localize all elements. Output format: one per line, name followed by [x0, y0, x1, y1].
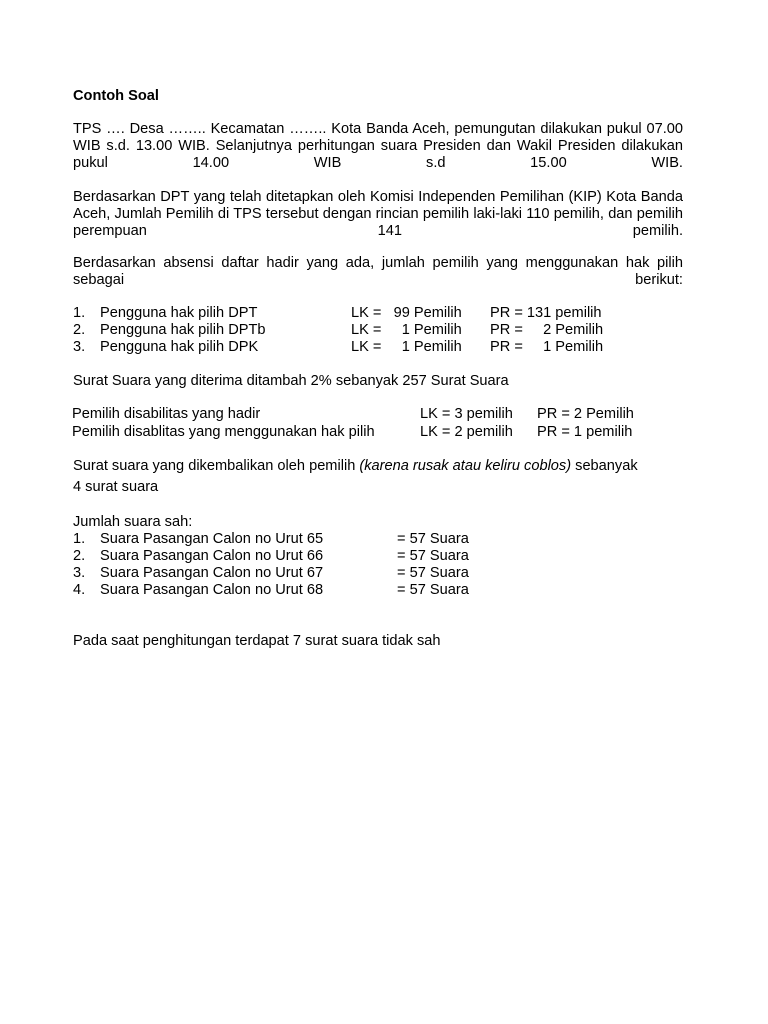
suara-sah-row: [73, 531, 683, 548]
disabilitas-row: [72, 424, 684, 441]
list-label: Pengguna hak pilih DPT: [100, 305, 258, 321]
list-number: 1.: [73, 531, 86, 547]
hak-pilih-row: [73, 305, 683, 322]
list-number: 4.: [73, 582, 86, 598]
list-number: 3.: [73, 339, 86, 355]
document-title: Contoh Soal: [73, 88, 159, 104]
pr-value: PR = 2 Pemilih: [490, 322, 604, 338]
suara-value: = 57 Suara: [397, 548, 469, 564]
suara-sah-row: [73, 582, 683, 599]
list-label: Suara Pasangan Calon no Urut 66: [100, 548, 324, 564]
disabilitas-row: [72, 406, 684, 423]
dikembalikan-line-2: [73, 479, 683, 496]
dikembalikan-italic-note: (karena rusak atau keliru coblos): [359, 458, 572, 474]
dikembalikan-text: Surat suara yang dikembalikan oleh pemilih: [73, 458, 360, 474]
hak-pilih-row: [73, 339, 683, 356]
list-number: 2.: [73, 548, 86, 564]
suara-value: = 57 Suara: [397, 582, 469, 598]
hak-pilih-row: [73, 322, 683, 339]
pr-value: PR = 131 pemilih: [490, 305, 602, 321]
lk-value: LK = 99 Pemilih: [351, 305, 462, 321]
suara-value: = 57 Suara: [397, 565, 469, 581]
disabilitas-label: Pemilih disabilitas yang hadir: [72, 406, 261, 422]
list-label: Pengguna hak pilih DPTb: [100, 322, 266, 338]
dikembalikan-line-1: [73, 458, 683, 475]
list-number: 2.: [73, 322, 86, 338]
absensi-paragraph: Berdasarkan absensi daftar hadir yang ada, jumlah pemilih yang menggunakan hak pilih sebagai berikut:: [73, 255, 683, 288]
lk-value: LK = 3 pemilih: [420, 406, 513, 422]
disabilitas-label: Pemilih disablitas yang menggunakan hak pilih: [72, 424, 375, 440]
list-label: Suara Pasangan Calon no Urut 67: [100, 565, 324, 581]
list-number: 1.: [73, 305, 86, 321]
intro-paragraph: TPS …. Desa …….. Kecamatan …….. Kota Banda Aceh, pemungutan dilakukan pukul 07.00 WIB s.d. 13.00 WIB. Selanjutnya perhitungan suara Presiden dan Wakil Presiden dilakukan pukul 14.00 WIB s.d 15.00 WIB.: [73, 121, 683, 171]
pr-value: PR = 2 Pemilih: [537, 406, 634, 422]
dpt-paragraph: Berdasarkan DPT yang telah ditetapkan oleh Komisi Independen Pemilihan (KIP) Kota Banda Aceh, Jumlah Pemilih di TPS tersebut dengan rincian pemilih laki-laki 110 pemilih, dan pemilih perempuan 141 pemilih.: [73, 189, 683, 239]
list-label: Suara Pasangan Calon no Urut 68: [100, 582, 324, 598]
dikembalikan-text-end: sebanyak: [571, 458, 638, 474]
surat-diterima-line: Surat Suara yang diterima ditambah 2% sebanyak 257 Surat Suara: [73, 373, 509, 389]
dikembalikan-count: 4 surat suara: [73, 479, 159, 495]
lk-value: LK = 1 Pemilih: [351, 322, 462, 338]
suara-value: = 57 Suara: [397, 531, 469, 547]
suara-sah-row: [73, 548, 683, 565]
list-label: Pengguna hak pilih DPK: [100, 339, 259, 355]
list-label: Suara Pasangan Calon no Urut 65: [100, 531, 324, 547]
list-number: 3.: [73, 565, 86, 581]
tidak-sah-line: Pada saat penghitungan terdapat 7 surat suara tidak sah: [73, 633, 441, 649]
pr-value: PR = 1 Pemilih: [490, 339, 604, 355]
lk-value: LK = 2 pemilih: [420, 424, 513, 440]
suara-sah-row: [73, 565, 683, 582]
pr-value: PR = 1 pemilih: [537, 424, 633, 440]
lk-value: LK = 1 Pemilih: [351, 339, 462, 355]
suara-sah-heading: Jumlah suara sah:: [73, 514, 193, 530]
